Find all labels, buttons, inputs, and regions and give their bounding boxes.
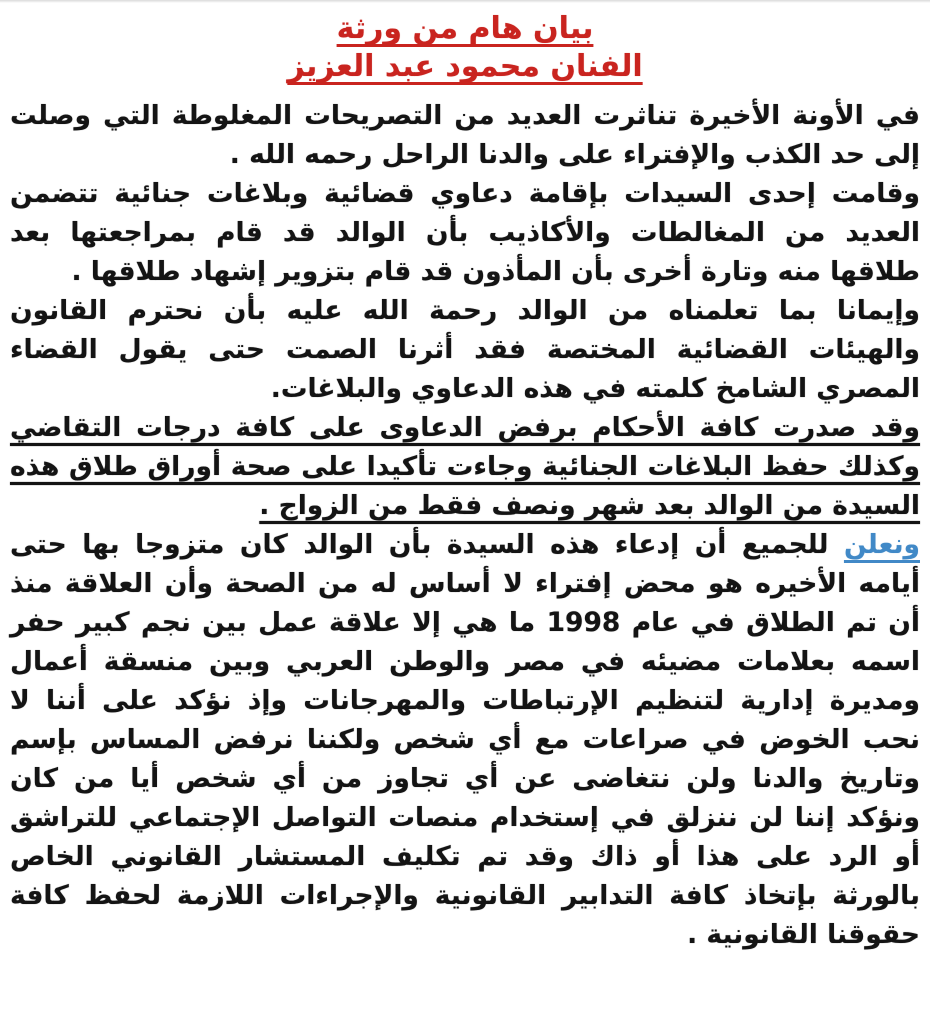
document-title bbox=[10, 10, 920, 86]
photo-edge-artifact bbox=[0, 0, 930, 3]
paragraph-declaration bbox=[10, 525, 920, 954]
paragraph-respect-law: وإيمانا بما تعلمناه من الوالد رحمة الله عليه بأن نحترم القانون والهيئات القضائية المختصة فقد أثرنا الصمت حتى يقول القضاء المصري الشامخ كلمته في هذه الدعاوي والبلاغات. bbox=[10, 295, 920, 404]
title-line-artist-name: الفنان محمود عبد العزيز bbox=[287, 49, 643, 84]
title-line-heirs: بيان هام من ورثة bbox=[336, 11, 594, 46]
announce-word: ونعلن bbox=[843, 529, 920, 560]
paragraph-lawsuits: وقامت إحدى السيدات بإقامة دعاوي قضائية وبلاغات جنائية تتضمن العديد من المغالطات والأكاذيب بأن الوالد قد قام بمراجعتها بعد طلاقها منه وتارة أخرى بأن المأذون قد قام بتزوير إشهاد طلاقها . bbox=[10, 178, 920, 287]
paragraph-false-statements: في الأونة الأخيرة تناثرت العديد من التصريحات المغلوطة التي وصلت إلى حد الكذب والإفتراء على والدنا الراحل رحمه الله . bbox=[10, 100, 920, 170]
statement-body bbox=[10, 96, 920, 954]
declaration-text: للجميع أن إدعاء هذه السيدة بأن الوالد كان متزوجا بها حتى أيامه الأخيره هو محض إفتراء لا أساس له من الصحة وأن العلاقة منذ أن تم الطلاق في عام 1998 ما هي إلا علاقة عمل بين نجم كبير حفر اسمه بعلامات مضيئه في مصر والوطن العربي وبين منسقة أعمال ومديرة إدارية لتنظيم الإرتباطات والمهرجانات وإذ نؤكد على أننا لا نحب الخوض في صراعات مع أي شخص ولكننا نرفض المساس بإسم وتاريخ والدنا ولن نتغاضى عن أي تجاوز من أي شخص أيا من كان ونؤكد إننا لن ننزلق في إستخدام منصات التواصل الإجتماعي للتراشق أو الرد على هذا أو ذاك وقد تم تكليف المستشار القانوني الخاص بالورثة بإتخاذ كافة التدابير القانونية والإجراءات اللازمة لحفظ كافة حقوقنا القانونية . bbox=[10, 529, 920, 950]
paragraph-court-rulings: وقد صدرت كافة الأحكام برفض الدعاوى على كافة درجات التقاضي وكذلك حفظ البلاغات الجنائية وجاءت تأكيدا على صحة أوراق طلاق هذه السيدة من الوالد بعد شهر ونصف فقط من الزواج . bbox=[10, 412, 920, 521]
